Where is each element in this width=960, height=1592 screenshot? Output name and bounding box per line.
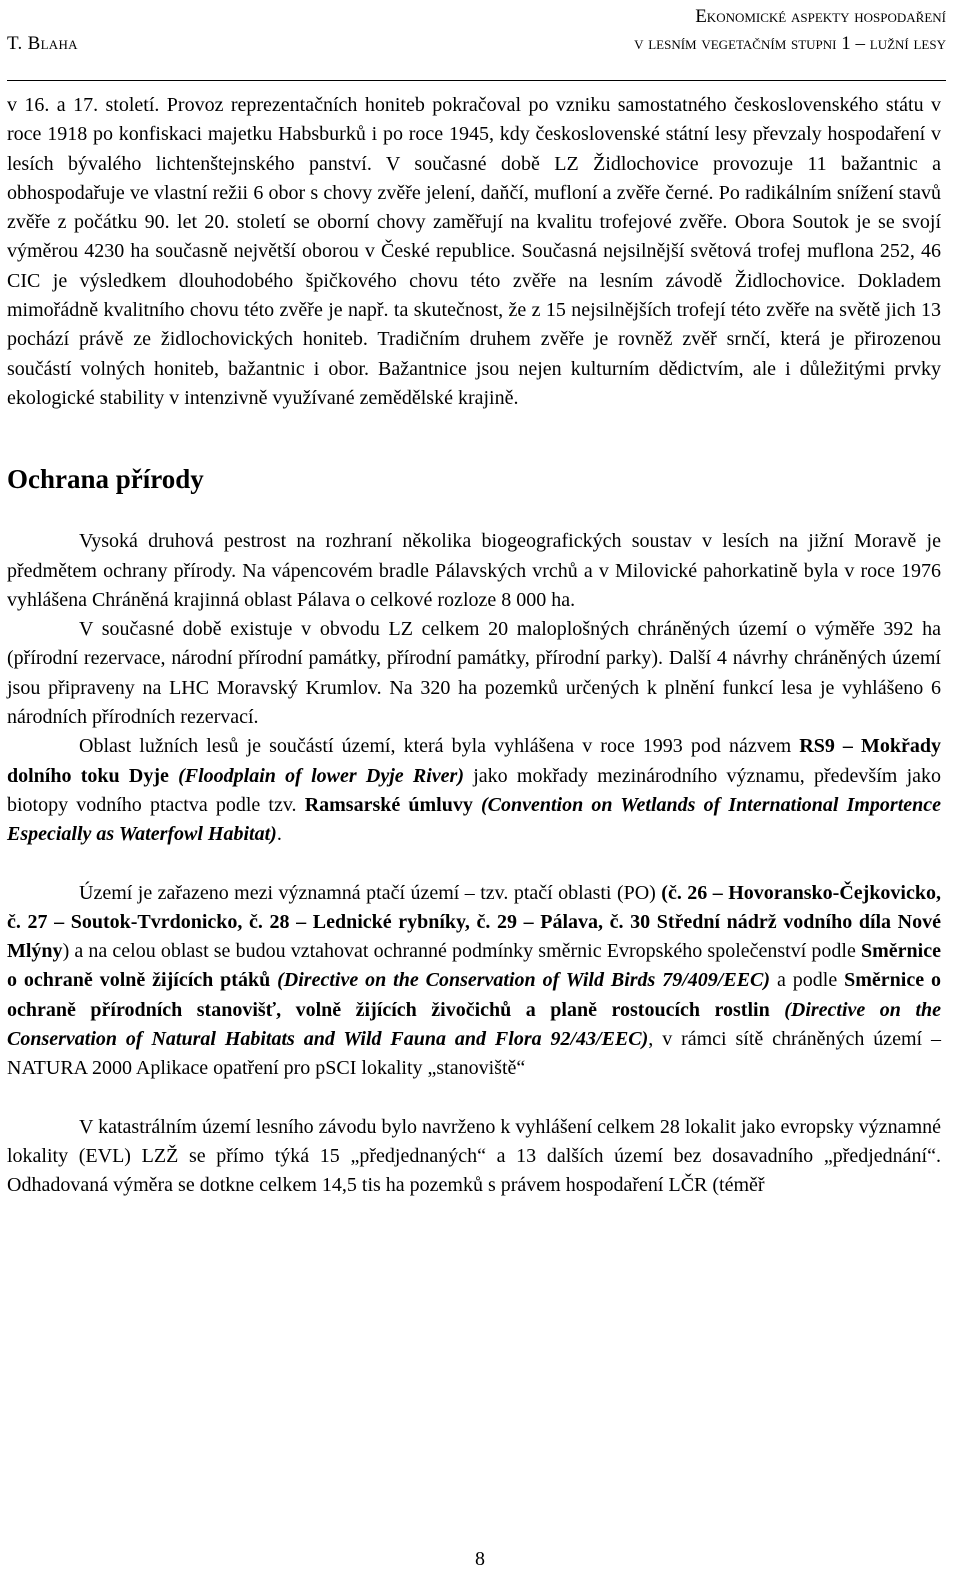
text-run: , v rámci sítě chráněných území – NATURA 2000 Aplikace opatření pro pSCI lokality „stanoviště“ (7, 1028, 941, 1080)
bold-italic-run: (Floodplain of lower Dyje River) (178, 764, 464, 787)
text-run: a podle (770, 969, 845, 992)
bold-run: Ramsarské úmluvy (304, 793, 473, 816)
spacer (7, 1084, 941, 1113)
header-author: T. Blaha (7, 33, 78, 54)
text-run: Oblast lužních lesů je součástí území, která byla vyhlášena v roce 1993 pod názvem (79, 735, 800, 758)
header-title-line2: v lesním vegetačním stupni 1 – lužní lesy (634, 33, 946, 54)
spacer (7, 850, 941, 879)
header-rule (7, 80, 946, 81)
bold-run: Směrnice o ochraně volně žijících ptáků (7, 940, 941, 992)
spacer (7, 497, 941, 527)
bold-run: (č. 26 – Hovoransko-Čejkovicko, č. 27 – Soutok-Tvrdonicko, č. 28 – Lednické rybníky, č. 29 – Pálava, č. 30 Střední nádrž vodního díla Nové Mlýny (7, 881, 941, 963)
text-run: . (276, 823, 282, 846)
text-run: Území je zařazeno mezi významná ptačí území – tzv. ptačí oblasti (PO) (79, 881, 662, 904)
text-run (770, 999, 785, 1021)
text-run: ) a na celou oblast se budou vztahovat ochranné podmínky směrnic Evropského společenství podle (62, 940, 862, 963)
paragraph-bird-areas (7, 879, 941, 1084)
paragraph-ramsar (7, 732, 941, 849)
text-run (473, 794, 481, 816)
bold-run: RS9 – Mokřady dolního toku Dyje (7, 735, 941, 787)
bold-italic-run: (Directive on the Conservation of Wild Birds 79/409/EEC) (277, 969, 771, 992)
paragraph-chko-palava: Vysoká druhová pestrost na rozhraní několika biogeografických soustav v lesích na jižní Moravě je předmětem ochrany přírody. Na vápencovém bradle Pálavských vrchů a v Milovické pahorkatině byla v roce 1976 vyhlášena Chráněná krajinná oblast Pálava o celkové rozloze 8 000 ha. (7, 530, 941, 611)
text-run: jako mokřady mezinárodního významu, především jako biotopy vodního ptactva podle tzv. (7, 764, 942, 816)
paragraph-evl: V katastrálním území lesního závodu bylo navrženo k vyhlášení celkem 28 lokalit jako evropsky významné lokality (EVL) LZŽ se přímo týká 15 „předjednaných“ a 13 dalších území bez dosavadního „předjednání“. Odhadovaná výměra se dotkne celkem 14,5 tis ha pozemků s právem hospodaření LČR (téměř (7, 1115, 941, 1197)
page-number: 8 (475, 1548, 485, 1570)
spacer (7, 413, 941, 461)
header-title-line1: Ekonomické aspekty hospodaření (695, 6, 946, 27)
bold-run: Směrnice o ochraně přírodních stanovišť, volně žijících živočichů a planě rostoucích rostlin (7, 969, 941, 1021)
bold-italic-run: (Convention on Wetlands of International Importence Especially as Waterfowl Habitat) (7, 793, 942, 846)
section-title: Ochrana přírody (7, 464, 204, 495)
bold-italic-run: (Directive on the Conservation of Natural Habitats and Wild Fauna and Flora 92/43/EEC) (7, 998, 942, 1051)
page-header (0, 0, 960, 82)
paragraph-protected-areas: V současné době existuje v obvodu LZ celkem 20 maloplošných chráněných území o výměře 392 ha (přírodní rezervace, národní přírodní památky, přírodní památky, přírodní parky). Další 4 návrhy chráněných území jsou připraveny na LHC Moravský Krumlov. Na 320 ha pozemků určených k plnění funkcí lesa je vyhlášeno 6 národních přírodních rezervací. (7, 618, 941, 729)
intro-paragraph: v 16. a 17. století. Provoz reprezentačních honiteb pokračoval po vzniku samostatného československého státu v roce 1918 po konfiskaci majetku Habsburků i po roce 1945, kdy československé státní lesy převzaly hospodaření v lesích bývalého lichtenštejnského panství. V současné době LZ Židlochovice provozuje 11 bažantnic a obhospodařuje ve vlastní režii 6 obor s chovy zvěře jelení, daňčí, mufloní a zvěře černé. Po radikálním snížení stavů zvěře z počátku 90. let 20. století se oborní chovy zaměřují na kvalitu trofejové zvěře. Obora Soutok je se svojí výměrou 4230 ha současně největší oborou v České republice. Současná nejsilnější světová trofej muflona 252, 46 CIC je výsledkem dlouhodobého špičkového chovu této zvěře na lesním závodě Židlochovice. Dokladem mimořádně kvalitního chovu této zvěře je např. ta skutečnost, že z 15 nejsilnějších trofejí této zvěře na světě jich 13 pochází právě ze židlochovických honiteb. Tradičním druhem zvěře je rovněž zvěř srnčí, která je přirozenou součástí volných honiteb, bažantnic i obor. Bažantnice jsou nejen kulturním dědictvím, ale i důležitými prvky ekologické stability v intenzivně využívané zemědělské krajině. (7, 94, 941, 409)
page-body (7, 91, 941, 1201)
text-run (169, 765, 178, 787)
